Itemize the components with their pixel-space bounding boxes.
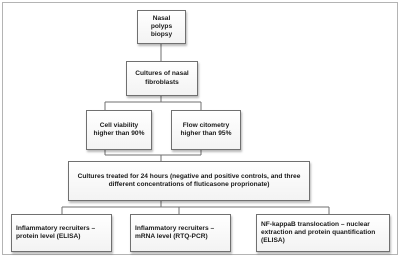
node-label: Cultures treated for 24 hours (negative and positive controls, and three different concentrations of fluticasone proprionate) <box>77 172 301 188</box>
node-nf-kappab-translocation <box>256 214 390 252</box>
node-cultures-treated-24h <box>68 161 310 201</box>
node-nasal-polyps-biopsy <box>137 10 186 44</box>
node-label: Flow citometry higher than 95% <box>180 121 232 137</box>
node-label: Inflammatory recruiters – protein level (ELISA) <box>16 224 96 240</box>
node-label: Cell viability higher than 90% <box>93 121 145 137</box>
node-flow-citometry <box>171 110 241 150</box>
node-inflammatory-recruiters-protein <box>11 214 112 252</box>
node-inflammatory-recruiters-mrna <box>130 214 231 252</box>
node-label: NF-kappaB translocation – nuclear extraction and protein quantification (ELISA) <box>261 220 376 245</box>
node-cell-viability <box>86 110 152 150</box>
node-label: Inflammatory recruiters – mRNA level (RTQ-PCR) <box>135 224 215 240</box>
node-label: Cultures of nasal fibroblasts <box>135 70 189 86</box>
node-cultures-of-nasal-fibroblasts <box>126 61 198 96</box>
node-label: Nasal polyps biopsy <box>150 14 173 39</box>
